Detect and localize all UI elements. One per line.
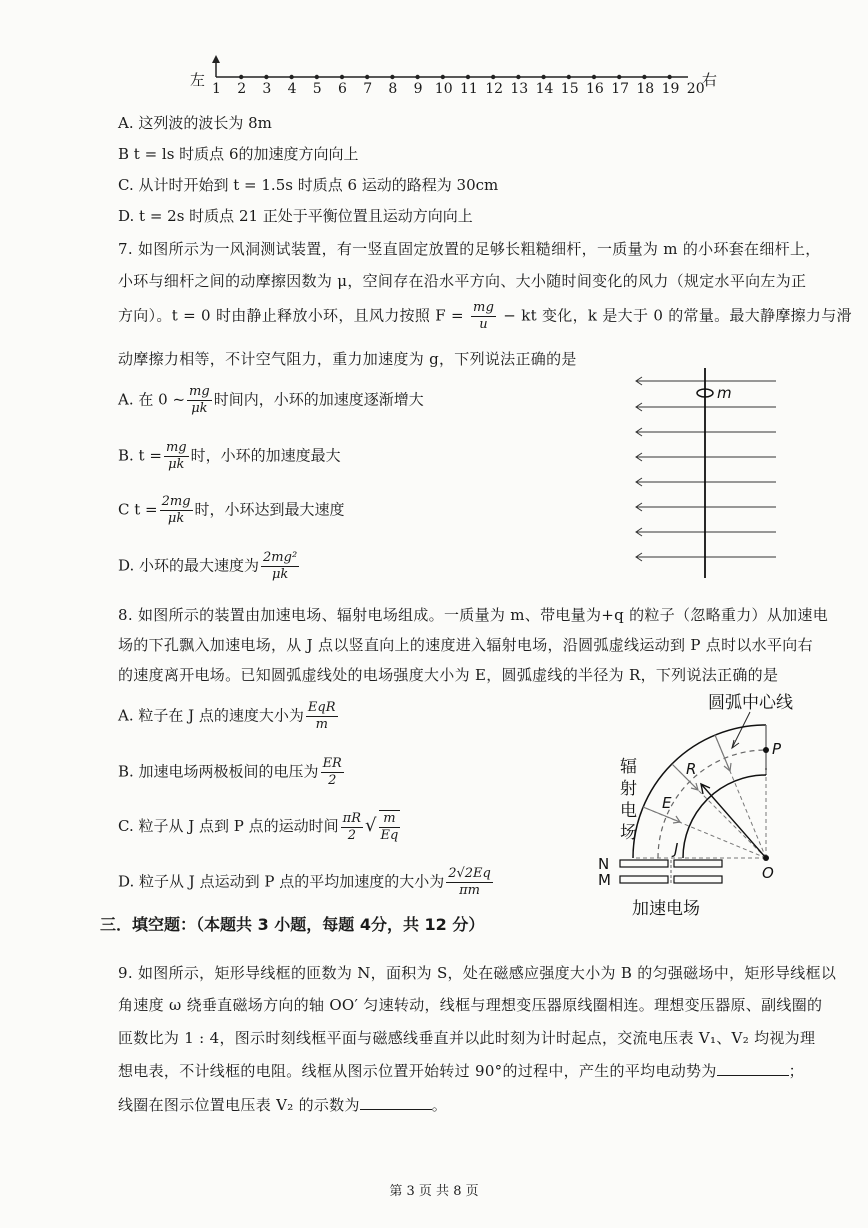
axis-point xyxy=(541,75,545,79)
axis-point xyxy=(365,75,369,79)
q8-label-n: N xyxy=(598,855,610,873)
q9-stem-line1: 9. 如图所示，矩形导线框的匝数为 N，面积为 S，处在磁感应强度大小为 B 的匀强磁场中，矩形导线框以 xyxy=(118,964,837,982)
q6-option-d: D. t = 2s 时质点 21 正处于平衡位置且运动方向向上 xyxy=(118,207,473,225)
q9-stem-line5: 线圈在图示位置电压表 V₂ 的示数为 。 xyxy=(118,1096,448,1114)
axis-tick-label: 10 xyxy=(434,81,453,97)
q7-option-b: B. t = $\frac{mg}{\mu k}$ 时，小环的加速度最大 xyxy=(118,440,341,472)
axis-point xyxy=(289,75,293,79)
q8-side-label-4: 场 xyxy=(620,823,637,843)
q8-field-figure xyxy=(590,686,815,921)
q8-bottom-label: 加速电场 xyxy=(632,899,700,919)
axis-point xyxy=(264,75,268,79)
q8-side-label-2: 射 xyxy=(620,779,637,799)
q7-stem-line4: 动摩擦力相等，不计空气阻力，重力加速度为 g，下列说法正确的是 xyxy=(118,350,577,368)
axis-tick-label: 17 xyxy=(611,81,630,97)
q6-option-b: B t = ls 时质点 6的加速度方向向上 xyxy=(118,145,359,163)
q9-blank-1[interactable] xyxy=(717,1061,789,1076)
axis-point xyxy=(239,75,243,79)
q7-stem-line1: 7. 如图所示为一风洞测试装置，有一竖直固定放置的足够长粗糙细杆，一质量为 m 的小环套在细杆上， xyxy=(118,240,821,258)
axis-tick-label: 16 xyxy=(586,81,604,97)
axis-tick-label: 6 xyxy=(338,81,347,97)
axis-tick-label: 18 xyxy=(636,81,655,97)
axis-point xyxy=(642,75,646,79)
axis-tick-label: 9 xyxy=(413,81,423,97)
q7-line3-a: 方向）。t = 0 时由静止释放小环，且风力按照 F = xyxy=(118,306,464,325)
axis-point xyxy=(567,75,571,79)
q9-stem-line4: 想电表，不计线框的电阻。线框从图示位置开始转过 90°的过程中，产生的平均电动势为 ； xyxy=(118,1062,804,1080)
q8-label-m: M xyxy=(598,871,611,889)
axis-tick-label: 12 xyxy=(485,81,504,97)
q8-option-b: B. 加速电场两极板间的电压为 $\frac{ER}{2}$ xyxy=(118,756,342,788)
axis-tick-label: 2 xyxy=(237,81,247,97)
axis-point xyxy=(466,75,470,79)
axis-tick-labels xyxy=(190,81,730,99)
axis-tick-label: 4 xyxy=(287,81,297,97)
q8-option-c: C. 粒子从 J 点到 P 点的运动时间 $\frac{\pi R}{2}$ √ $\frac{m}{Eq}$ xyxy=(118,810,399,843)
q8-label-e: E xyxy=(662,794,672,812)
axis-tick-label: 20 xyxy=(686,81,705,97)
q8-option-d: D. 粒子从 J 点运动到 P 点的平均加速度的大小为 $\frac{2√2Eq}{\pi m}$ xyxy=(118,866,491,898)
axis-tick-label: 1 xyxy=(212,81,221,97)
q8-stem-line3: 的速度离开电场。已知圆弧虚线处的电场强度大小为 E，圆弧虚线的半径为 R，下列说法正确的是 xyxy=(118,666,779,684)
q6-option-c: C. 从计时开始到 t = 1.5s 时质点 6 运动的路程为 30cm xyxy=(118,176,499,194)
axis-tick-label: 11 xyxy=(460,81,478,97)
q8-label-j: J xyxy=(674,840,679,858)
axis-tick-label: 5 xyxy=(312,81,322,97)
axis-point xyxy=(667,75,671,79)
axis-tick-label: 8 xyxy=(388,81,398,97)
axis-tick-label: 3 xyxy=(262,81,272,97)
axis-point xyxy=(340,75,344,79)
page-footer: 第 3 页 共 8 页 xyxy=(389,1184,479,1199)
axis-point xyxy=(592,75,596,79)
q8-option-a: A. 粒子在 J 点的速度大小为 $\frac{\text{EqR}}{m}$ xyxy=(118,700,336,732)
q8-side-label-3: 电 xyxy=(620,801,637,821)
q8-label-r: R xyxy=(686,760,697,778)
axis-tick-label: 19 xyxy=(661,81,680,97)
axis-point xyxy=(415,75,419,79)
q7-wind-figure xyxy=(630,368,785,580)
q7-stem-line3 xyxy=(118,300,852,333)
q9-stem-line2: 角速度 ω 绕垂直磁场方向的轴 OO′ 匀速转动，线框与理想变压器原线圈相连。理想变压器原、副线圈的 xyxy=(118,996,823,1014)
axis-point xyxy=(390,75,394,79)
section-3-heading: 三．填空题：（本题共 3 小题，每题 4分，共 12 分） xyxy=(100,915,485,934)
axis-tick-label: 14 xyxy=(535,81,554,97)
axis-point xyxy=(441,75,445,79)
axis-tick-label: 7 xyxy=(363,81,373,97)
q7-line3-b: − kt 变化，k 是大于 0 的常量。最大静摩擦力与滑 xyxy=(503,306,852,325)
q8-stem-line1: 8. 如图所示的装置由加速电场、辐射电场组成。一质量为 m、带电量为+q 的粒子（忽略重力）从加速电 xyxy=(118,606,829,624)
q9-stem-line3: 匝数比为 1 : 4，图示时刻线框平面与磁感线垂直并以此时刻为计时起点，交流电压表 V₁、V₂ 均视为理 xyxy=(118,1029,816,1047)
axis-point xyxy=(315,75,319,79)
axis-tick-label: 13 xyxy=(510,81,529,97)
q8-label-p: P xyxy=(772,740,782,758)
axis-point xyxy=(491,75,495,79)
q8-side-label-1: 辐 xyxy=(620,757,637,777)
position-axis xyxy=(190,55,730,100)
q7-mass-label: m xyxy=(717,384,732,402)
q8-label-o: O xyxy=(762,864,774,882)
axis-right-label: 右 xyxy=(702,71,718,89)
q7-force-fraction: $\frac{mg}{u}$ xyxy=(472,300,495,332)
axis-point xyxy=(516,75,520,79)
q7-option-d: D. 小环的最大速度为 $\frac{\text{2mg²}}{\mu k}$ xyxy=(118,550,298,582)
q8-stem-line2: 场的下孔飘入加速电场，从 J 点以竖直向上的速度进入辐射电场，沿圆弧虚线运动到 P 点时以水平向右 xyxy=(118,636,813,654)
q7-stem-line2: 小环与细杆之间的动摩擦因数为 μ，空间存在沿水平方向、大小随时间变化的风力（规定水平向左为正 xyxy=(118,272,807,290)
q6-option-a: A. 这列波的波长为 8m xyxy=(118,114,272,132)
q9-blank-2[interactable] xyxy=(360,1095,432,1110)
q7-option-c: C t = $\frac{2mg}{\mu k}$ 时，小环达到最大速度 xyxy=(118,494,345,526)
q7-option-a: A. 在 0 ~ $\frac{mg}{\mu k}$ 时间内，小环的加速度逐渐增大 xyxy=(118,384,424,416)
axis-tick-label: 15 xyxy=(560,81,579,97)
q8-fig-title: 圆弧中心线 xyxy=(708,693,793,713)
axis-left-label: 左 xyxy=(190,71,206,89)
axis-point xyxy=(617,75,621,79)
